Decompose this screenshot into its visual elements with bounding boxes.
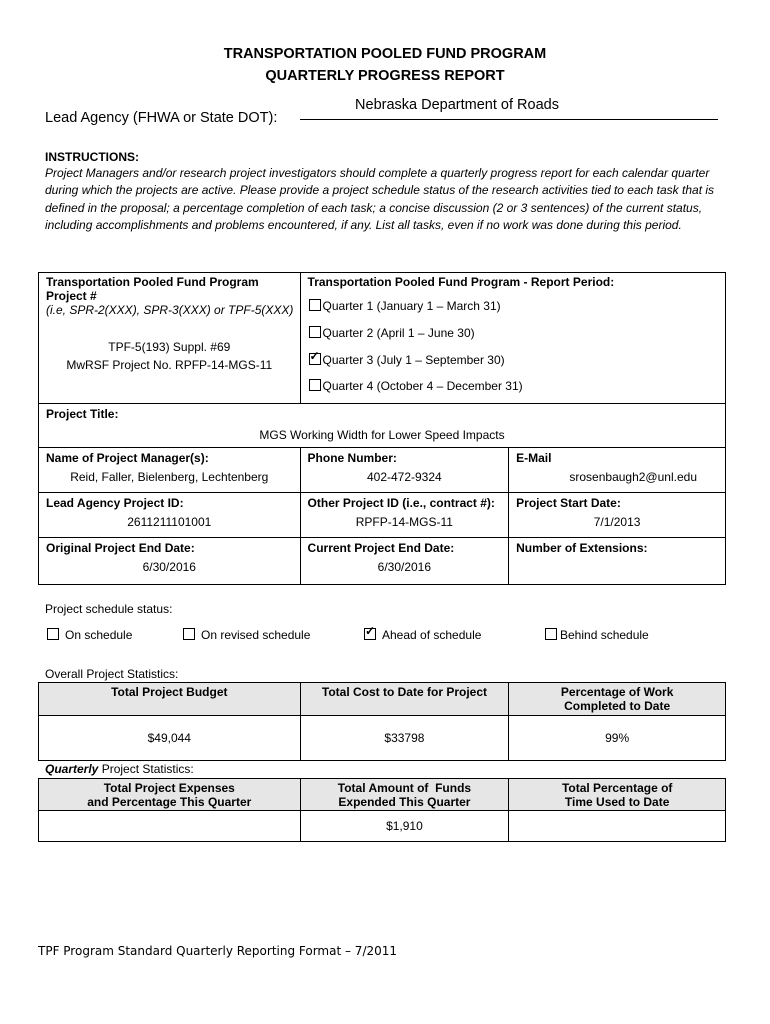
ahead-schedule-label: Ahead of schedule xyxy=(382,628,482,642)
email-cell xyxy=(509,448,726,493)
budget-value: $49,044 xyxy=(39,716,301,761)
instructions-body: Project Managers and/or research project investigators should complete a quarterly progress report for each calendar quarter during which the projects are active. Please provide a project schedule status of the research activities tied to each task that is defined in the proposal; a percentage completion of each task; a concise discussion (2 or 3 sentences) of the current status, including accomplishments and problems encountered, if any. List all tasks, even if no work was done during this period. xyxy=(45,166,715,233)
quarter-2-checkbox[interactable] xyxy=(309,326,321,338)
time-header-line2: Time Used to Date xyxy=(564,795,670,809)
project-number-line2: MwRSF Project No. RPFP-14-MGS-11 xyxy=(66,358,273,372)
instructions-heading: INSTRUCTIONS: xyxy=(45,150,139,164)
pct-work-header-line2: Completed to Date xyxy=(564,699,671,713)
quarter-1-label: Quarter 1 (January 1 – March 31) xyxy=(322,299,501,313)
other-id-value: RPFP-14-MGS-11 xyxy=(355,515,453,529)
project-title-label: Project Title: xyxy=(46,407,119,421)
overall-stats-table xyxy=(38,682,726,761)
curr-end-cell xyxy=(300,538,509,585)
quarter-2-label: Quarter 2 (April 1 – June 30) xyxy=(322,326,475,340)
report-period-cell xyxy=(300,273,725,404)
expenses-header xyxy=(39,779,301,811)
orig-end-value: 6/30/2016 xyxy=(142,560,196,574)
email-value: srosenbaugh2@unl.edu xyxy=(569,470,697,484)
pct-work-header xyxy=(509,683,726,716)
time-header xyxy=(509,779,726,811)
on-schedule-checkbox[interactable] xyxy=(47,628,59,640)
behind-schedule-checkbox[interactable] xyxy=(545,628,557,640)
revised-schedule-checkbox[interactable] xyxy=(183,628,195,640)
curr-end-value: 6/30/2016 xyxy=(377,560,432,574)
schedule-option-behind[interactable] xyxy=(545,628,649,642)
lead-agency-value: Nebraska Department of Roads xyxy=(355,97,559,113)
expenses-header-line2: and Percentage This Quarter xyxy=(87,795,252,809)
quarter-3-checkbox[interactable] xyxy=(309,353,321,365)
funds-header xyxy=(300,779,509,811)
on-schedule-label: On schedule xyxy=(65,628,133,642)
report-title-line1: TRANSPORTATION POOLED FUND PROGRAM xyxy=(223,46,547,62)
funds-value: $1,910 xyxy=(300,811,509,842)
quarterly-stats-table xyxy=(38,778,726,842)
behind-schedule-label: Behind schedule xyxy=(560,628,649,642)
lead-id-label: Lead Agency Project ID: xyxy=(46,496,184,510)
lead-agency-field[interactable] xyxy=(300,97,718,120)
lead-agency-label: Lead Agency (FHWA or State DOT): xyxy=(45,110,278,126)
project-title-value: MGS Working Width for Lower Speed Impacts xyxy=(259,428,505,442)
quarter-3-option[interactable] xyxy=(309,353,505,367)
manager-label: Name of Project Manager(s): xyxy=(46,451,209,465)
quarter-1-checkbox[interactable] xyxy=(309,299,321,311)
report-period-label: Transportation Pooled Fund Program - Report Period: xyxy=(307,275,615,289)
time-header-line1: Total Percentage of xyxy=(561,781,673,795)
cost-header xyxy=(300,683,509,716)
funds-header-line2: Expended This Quarter xyxy=(338,795,471,809)
expenses-header-line1: Total Project Expenses xyxy=(103,781,235,795)
cost-value: $33798 xyxy=(300,716,509,761)
lead-id-cell xyxy=(39,493,301,538)
other-id-cell xyxy=(300,493,509,538)
curr-end-label: Current Project End Date: xyxy=(307,541,455,555)
budget-header-text: Total Project Budget xyxy=(111,685,228,699)
extensions-value xyxy=(509,555,725,560)
ahead-schedule-checkbox[interactable] xyxy=(364,628,376,640)
schedule-option-ahead[interactable] xyxy=(364,628,481,642)
quarter-3-label: Quarter 3 (July 1 – September 30) xyxy=(322,353,505,367)
quarter-4-checkbox[interactable] xyxy=(309,379,321,391)
time-value xyxy=(509,811,726,842)
cost-header-text: Total Cost to Date for Project xyxy=(321,685,487,699)
project-number-line1: TPF-5(193) Suppl. #69 xyxy=(108,340,231,354)
extensions-label: Number of Extensions: xyxy=(516,541,648,555)
manager-value: Reid, Faller, Bielenberg, Lechtenberg xyxy=(70,470,269,484)
quarterly-stats-label-rest: Project Statistics: xyxy=(98,762,194,776)
budget-header xyxy=(39,683,301,716)
expenses-value xyxy=(39,811,301,842)
phone-cell xyxy=(300,448,509,493)
schedule-option-on[interactable] xyxy=(47,628,132,642)
start-date-value: 7/1/2013 xyxy=(593,515,641,529)
pct-work-value: 99% xyxy=(509,716,726,761)
start-date-label: Project Start Date: xyxy=(516,496,621,510)
orig-end-cell xyxy=(39,538,301,585)
quarter-4-option[interactable] xyxy=(309,379,523,393)
funds-header-line1: Total Amount of Funds xyxy=(337,781,472,795)
revised-schedule-label: On revised schedule xyxy=(201,628,311,642)
quarterly-stats-label-italic: Quarterly xyxy=(45,762,99,776)
project-number-hint: (i.e, SPR-2(XXX), SPR-3(XXX) or TPF-5(XXX) xyxy=(46,303,294,317)
report-title-line2: QUARTERLY PROGRESS REPORT xyxy=(265,68,505,84)
schedule-status-label: Project schedule status: xyxy=(45,602,173,616)
other-id-label: Other Project ID (i.e., contract #): xyxy=(307,496,495,510)
quarter-4-label: Quarter 4 (October 4 – December 31) xyxy=(322,379,523,393)
footer-text: TPF Program Standard Quarterly Reporting Format – 7/2011 xyxy=(38,944,398,958)
project-number-cell xyxy=(39,273,301,404)
phone-label: Phone Number: xyxy=(307,451,397,465)
lead-id-value: 2611211101001 xyxy=(127,515,212,529)
schedule-option-revised[interactable] xyxy=(183,628,310,642)
overall-stats-label: Overall Project Statistics: xyxy=(45,667,179,681)
quarter-2-option[interactable] xyxy=(309,326,475,340)
quarterly-stats-label xyxy=(45,762,194,776)
pct-work-header-line1: Percentage of Work xyxy=(560,685,674,699)
start-date-cell xyxy=(509,493,726,538)
extensions-cell xyxy=(509,538,726,585)
project-title-cell xyxy=(39,404,726,448)
quarter-1-option[interactable] xyxy=(309,299,501,313)
project-number-label: Transportation Pooled Fund Program Project # xyxy=(46,275,259,303)
project-info-table xyxy=(38,272,726,585)
orig-end-label: Original Project End Date: xyxy=(46,541,195,555)
email-label: E-Mail xyxy=(516,451,552,465)
phone-value: 402-472-9324 xyxy=(366,470,442,484)
manager-cell xyxy=(39,448,301,493)
